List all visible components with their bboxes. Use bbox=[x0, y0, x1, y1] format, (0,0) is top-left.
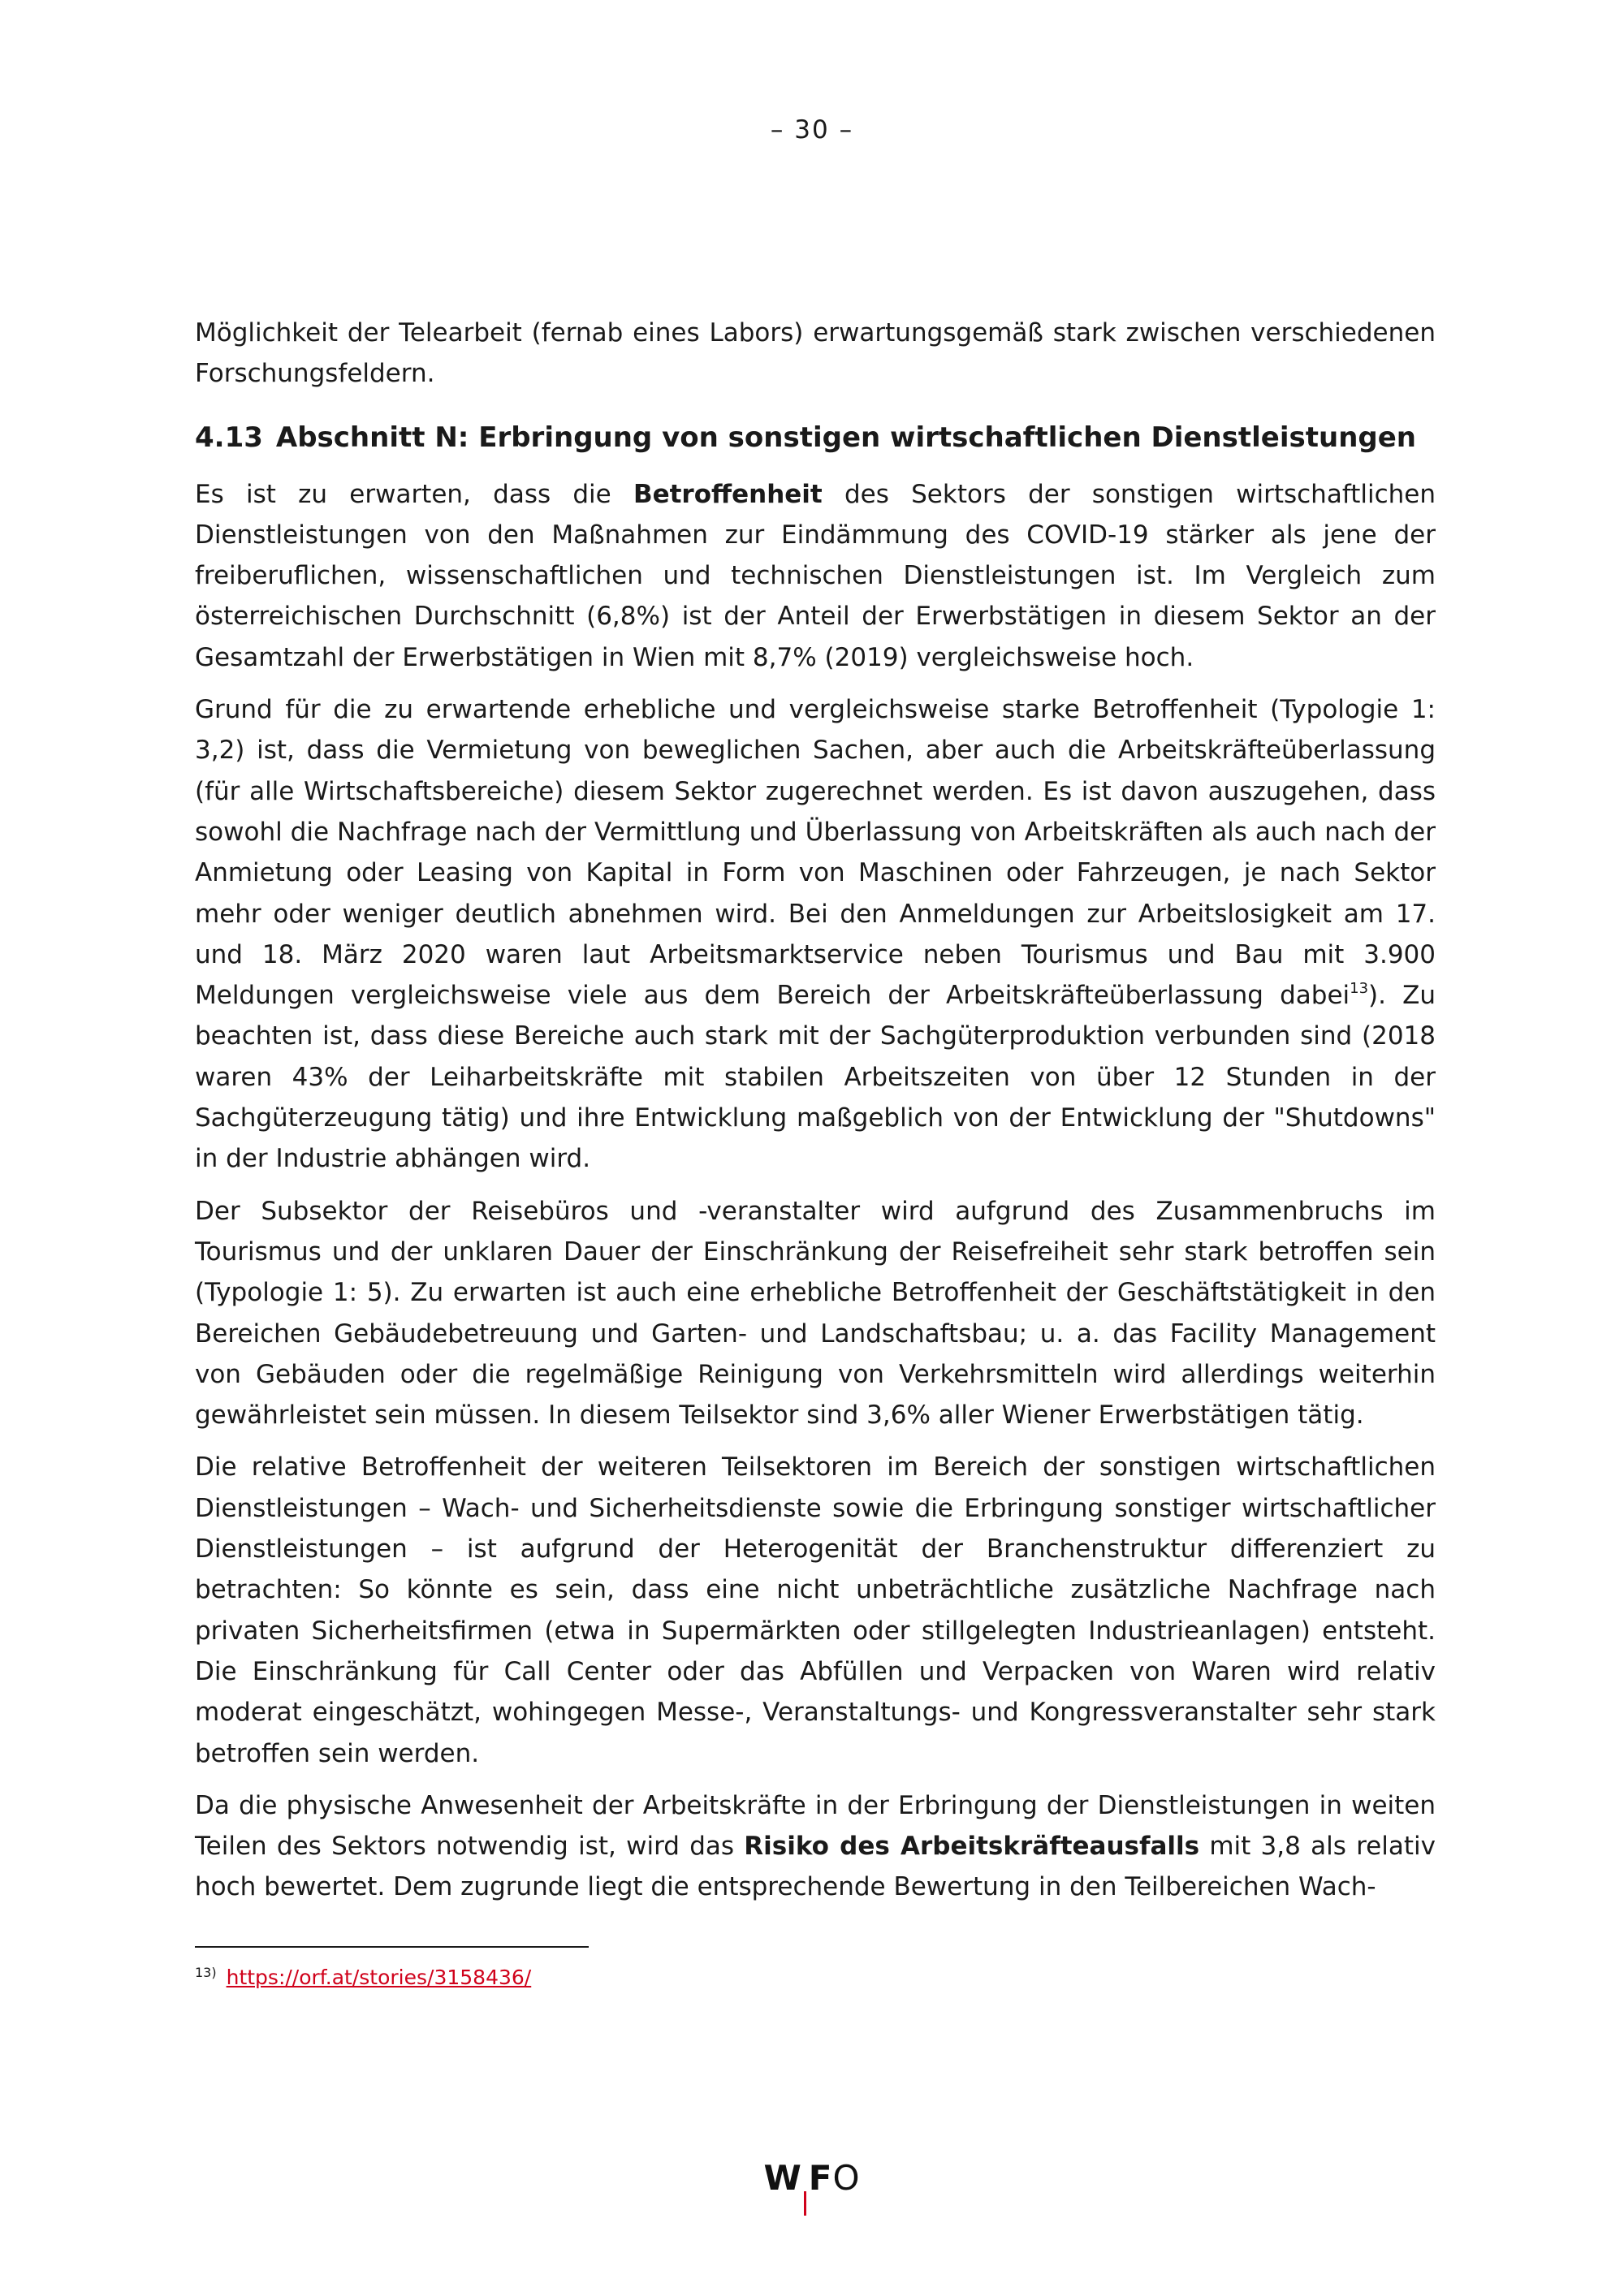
paragraph-text: mit 3,8 als relativ hoch bewertet. Dem zugrunde liegt die entsprechende Bewertung in den Teilbereichen Wach- bbox=[195, 1832, 1436, 1902]
section-heading bbox=[195, 417, 1436, 458]
footnote-marker: 13) bbox=[195, 1965, 217, 1980]
bold-term: Risiko des Arbeitskräfteausfalls bbox=[744, 1832, 1200, 1862]
footnote-link[interactable]: https://orf.at/stories/3158436/ bbox=[226, 1966, 532, 1989]
logo-letter-f: F bbox=[808, 2158, 833, 2198]
intro-paragraph: Möglichkeit der Telearbeit (fernab eines Labors) erwartungsgemäß stark zwischen verschiedenen Forschungsfeldern. bbox=[195, 318, 1436, 389]
paragraph-text: Es ist zu erwarten, dass die bbox=[195, 479, 633, 509]
logo-letter-i bbox=[804, 2191, 806, 2216]
logo-letter-w: W bbox=[763, 2158, 802, 2198]
section-title: Abschnitt N: Erbringung von sonstigen wirtschaftlichen Dienstleistungen bbox=[275, 421, 1417, 454]
paragraph-text: ). Zu beachten ist, dass diese Bereiche auch stark mit der Sachgüterproduktion verbunden sind (2018 waren 43% der Leiharbeitskräfte mit stabilen Arbeitszeiten von über 12 Stunden in der Sachgüterzeugung tätig) und ihre Entwicklung maßgeblich von der Entwicklung der "Shutdowns" in der Industrie abhängen wird. bbox=[195, 981, 1436, 1174]
bold-term: Betroffenheit bbox=[633, 479, 823, 509]
paragraph-teilsektoren: Die relative Betroffenheit der weiteren Teilsektoren im Bereich der sonstigen wirtschaftlichen Dienstleistungen – Wach- und Sicherheitsdienste sowie die Erbringung sonstiger wirtschaftlicher Dienstleistungen – ist aufgrund der Heterogenität der Branchenstruktur differenziert zu betrachten: So könnte es sein, dass eine nicht unbeträchtliche zusätzliche Nachfrage nach privaten Sicherheitsfirmen (etwa in Supermärkten oder stillgelegten Industrieanlagen) entsteht. Die Einschränkung für Call Center oder das Abfüllen und Verpacken von Waren wird relativ moderat eingeschätzt, wohingegen Messe-, Veranstaltungs- und Kongressveranstalter sehr stark betroffen sein werden. bbox=[195, 1452, 1436, 1768]
wifo-logo bbox=[0, 2158, 1624, 2216]
logo-letter-o: O bbox=[832, 2158, 861, 2198]
paragraph-reisebueros: Der Subsektor der Reisebüros und -veranstalter wird aufgrund des Zusammenbruchs im Tourismus und der unklaren Dauer der Einschränkung der Reisefreiheit sehr stark betroffen sein (Typologie 1: 5). Zu erwarten ist auch eine erhebliche Betroffenheit der Geschäftstätigkeit in den Bereichen Gebäudebetreuung und Garten- und Landschaftsbau; u. a. das Facility Management von Gebäuden oder die regelmäßige Reinigung von Verkehrsmitteln wird allerdings weiterhin gewährleistet sein müssen. In diesem Teilsektor sind 3,6% aller Wiener Erwerbstätigen tätig. bbox=[195, 1196, 1436, 1431]
paragraph-text: des Sektors der sonstigen wirtschaftlichen Dienstleistungen von den Maßnahmen zur Eindämmung des COVID-19 stärker als jene der freiberuflichen, wissenschaftlichen und technischen Dienstleistungen ist. Im Vergleich zum österreichischen Durchschnitt (6,8%) ist der Anteil der Erwerbstätigen in diesem Sektor an der Gesamtzahl der Erwerbstätigen in Wien mit 8,7% (2019) vergleichsweise hoch. bbox=[195, 479, 1436, 672]
paragraph-grund bbox=[195, 689, 1436, 1180]
footnote-reference[interactable]: 13 bbox=[1350, 980, 1369, 998]
paragraph-risiko bbox=[195, 1785, 1436, 1908]
paragraph-text: Grund für die zu erwartende erhebliche und vergleichsweise starke Betroffenheit (Typologie 1: 3,2) ist, dass die Vermietung von beweglichen Sachen, aber auch die Arbeitskräfteüberlassung (für alle Wirtschaftsbereiche) diesem Sektor zugerechnet werden. Es ist davon auszugehen, dass sowohl die Nachfrage nach der Vermittlung und Überlassung von Arbeitskräften als auch nach der Anmietung oder Leasing von Kapital in Form von Maschinen oder Fahrzeugen, je nach Sektor mehr oder weniger deutlich abnehmen wird. Bei den Anmeldungen zur Arbeitslosigkeit am 17. und 18. März 2020 waren laut Arbeitsmarktservice neben Tourismus und Bau mit 3.900 Meldungen vergleichsweise viele aus dem Bereich der Arbeitskräfteüberlassung dabei bbox=[195, 695, 1436, 1011]
paragraph-text: Da die physische Anwesenheit der Arbeitskräfte in der Erbringung der Dienstleistungen in weiten Teilen des Sektors notwendig ist, wird das bbox=[195, 1790, 1436, 1862]
footnote bbox=[195, 1962, 531, 1994]
footnote-divider bbox=[195, 1946, 589, 1948]
page-content bbox=[195, 313, 1436, 1908]
paragraph-betroffenheit bbox=[195, 474, 1436, 678]
page-number: – 30 – bbox=[770, 115, 854, 145]
section-number: 4.13 bbox=[195, 421, 263, 454]
